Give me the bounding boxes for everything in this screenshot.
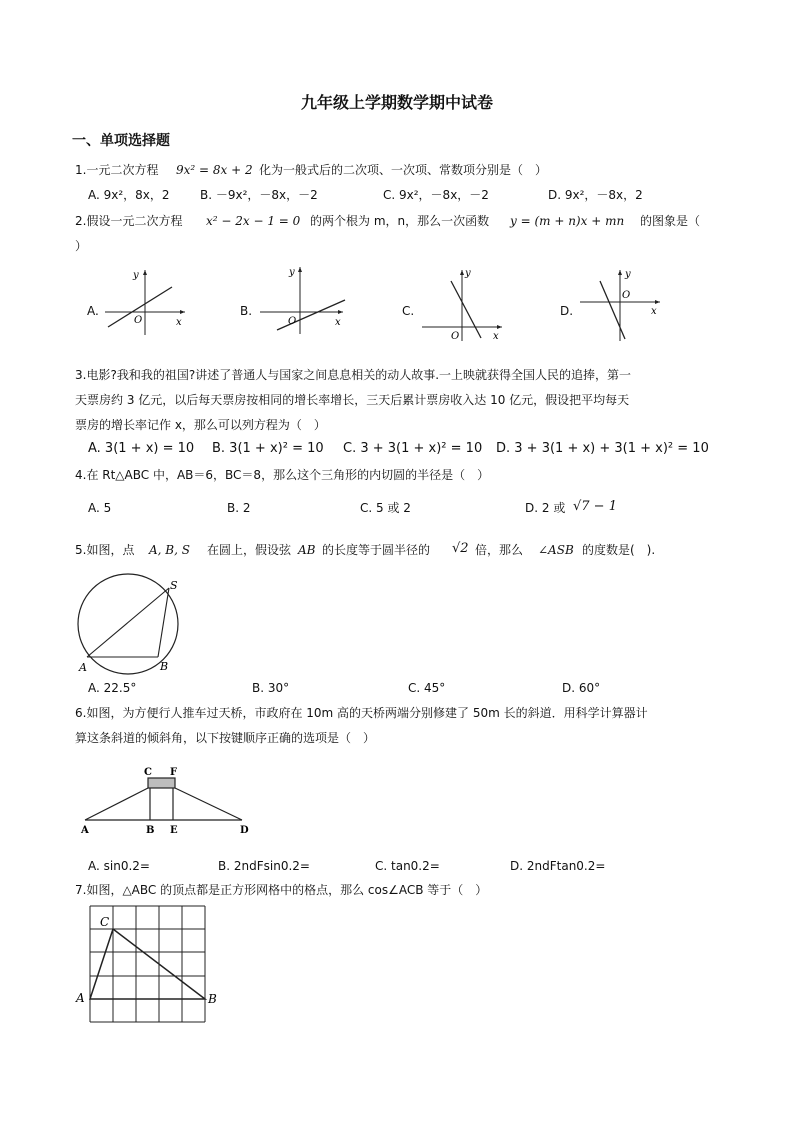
q5-stem-d: 倍，那么 [475, 543, 524, 557]
q4-stem: 4.在 Rt△ABC 中，AB＝6，BC＝8，那么这个三角形的内切圆的半径是（ ） [75, 468, 490, 482]
q5-option-a[interactable]: A. 22.5° [88, 681, 137, 695]
q3-line-2: 天票房约 3 亿元，以后每天票房按相同的增长率增长，三天后累计票房收入达 10 亿元，假设把平均每天 [75, 393, 630, 407]
q5-chord: AB [298, 543, 316, 557]
q3-line-1: 3.电影?我和我的祖国?讲述了普通人与国家之间息息相关的动人故事.一上映就获得全国人民的追捧，第一 [75, 368, 632, 382]
q4-option-c[interactable]: C. 5 或 2 [360, 501, 411, 515]
q2-option-c[interactable]: C. [402, 304, 415, 318]
q2b-origin-label: O [288, 316, 297, 327]
q6-option-b[interactable]: B. 2ndFsin0.2= [218, 859, 310, 873]
q6-point-d: D [240, 825, 249, 836]
q3-option-b[interactable]: B. 3(1 + x)² = 10 [212, 441, 324, 456]
q7-point-b: B [208, 992, 217, 1006]
q3-option-c[interactable]: C. 3 + 3(1 + x)² = 10 [343, 441, 483, 456]
q2-option-b[interactable]: B. [240, 304, 253, 318]
q6-point-e: E [170, 825, 178, 836]
q6-option-d[interactable]: D. 2ndFtan0.2= [510, 859, 606, 873]
q5-stem-a: 5.如图，点 [75, 543, 135, 557]
q2-equation-2: y = (m + n)x + mn [510, 214, 625, 228]
q5-option-d[interactable]: D. 60° [562, 681, 601, 695]
q2d-origin-label: O [622, 290, 631, 301]
q2-option-d[interactable]: D. [560, 304, 574, 318]
q2c-y-label: y [465, 268, 471, 279]
q6-point-f: F [170, 767, 178, 778]
q3-option-a[interactable]: A. 3(1 + x) = 10 [88, 441, 195, 456]
q6-point-a: A [81, 825, 89, 836]
q7-point-c: C [100, 915, 110, 929]
q2c-origin-label: O [451, 331, 460, 342]
q2a-origin-label: O [134, 315, 143, 326]
q2b-x-label: x [335, 317, 341, 328]
q5-circle-figure [70, 575, 190, 675]
q6-line-1: 6.如图，为方便行人推车过天桥，市政府在 10m 高的天桥两端分别修建了 50m 长的斜道．用科学计算器计 [75, 706, 648, 720]
q5-point-s: S [170, 579, 178, 592]
q5-stem-b: 在圆上，假设弦 [207, 543, 292, 557]
q2b-y-label: y [289, 267, 295, 278]
q2-option-a[interactable]: A. [87, 304, 99, 318]
page-title: 九年级上学期数学期中试卷 [300, 93, 493, 112]
q4-option-b[interactable]: B. 2 [227, 501, 251, 515]
q1-option-b[interactable]: B. －9x²，－8x，－2 [200, 188, 318, 202]
q2c-x-label: x [493, 331, 499, 342]
q4-option-d-label[interactable]: D. 2 或 [525, 501, 566, 515]
q3-line-3: 票房的增长率记作 x，那么可以列方程为（ ） [75, 418, 326, 432]
q2-stem-d: ） [75, 239, 88, 253]
q5-stem-c: 的长度等于圆半径的 [322, 543, 431, 557]
q1-option-d[interactable]: D. 9x²，－8x，2 [548, 188, 643, 202]
q2a-y-label: y [133, 270, 139, 281]
q2-graph-d [575, 265, 665, 343]
q2d-x-label: x [651, 306, 657, 317]
q5-point-a: A [79, 661, 87, 674]
q1-option-c[interactable]: C. 9x²，－8x，－2 [383, 188, 489, 202]
q4-option-a[interactable]: A. 5 [88, 501, 112, 515]
q6-bridge-figure [80, 762, 260, 837]
q1-option-a[interactable]: A. 9x²，8x，2 [88, 188, 170, 202]
q5-point-b: B [160, 660, 169, 673]
q5-root: √2 [452, 541, 469, 556]
q5-option-b[interactable]: B. 30° [252, 681, 290, 695]
q2a-x-label: x [176, 317, 182, 328]
q2d-y-label: y [625, 269, 631, 280]
q2-equation-1: x² − 2x − 1 = 0 [206, 214, 301, 228]
q3-option-d[interactable]: D. 3 + 3(1 + x) + 3(1 + x)² = 10 [496, 441, 709, 456]
q7-point-a: A [76, 991, 85, 1005]
q2-graph-b [255, 262, 350, 337]
q7-stem: 7.如图，△ABC 的顶点都是正方形网格中的格点，那么 cos∠ACB 等于（ ） [75, 883, 488, 897]
section-heading: 一、单项选择题 [72, 133, 170, 149]
q1-stem-b: 化为一般式后的二次项、一次项、常数项分别是（ ） [259, 163, 548, 177]
q2-graph-a [100, 265, 190, 340]
q5-angle: ∠ASB [538, 543, 574, 557]
q2-stem-a: 2.假设一元二次方程 [75, 214, 183, 228]
q1-equation: 9x² = 8x + 2 [176, 163, 253, 177]
q6-option-c[interactable]: C. tan0.2= [375, 859, 440, 873]
q6-point-c: C [144, 767, 152, 778]
q7-grid-figure [74, 904, 224, 1029]
q4-option-d-value: √7 − 1 [573, 499, 617, 514]
q6-line-2: 算这条斜道的倾斜角，以下按键顺序正确的选项是（ ） [75, 731, 376, 745]
q6-point-b: B [146, 825, 155, 836]
q2-graph-c [417, 265, 507, 343]
q6-option-a[interactable]: A. sin0.2= [88, 859, 150, 873]
q5-stem-e: 的度数是( ). [582, 543, 656, 557]
q1-stem-a: 1.一元二次方程 [75, 163, 159, 177]
q5-option-c[interactable]: C. 45° [408, 681, 446, 695]
q2-stem-c: 的图象是（ [640, 214, 701, 228]
q2-stem-b: 的两个根为 m，n，那么一次函数 [310, 214, 490, 228]
q5-points: A, B, S [149, 543, 190, 557]
